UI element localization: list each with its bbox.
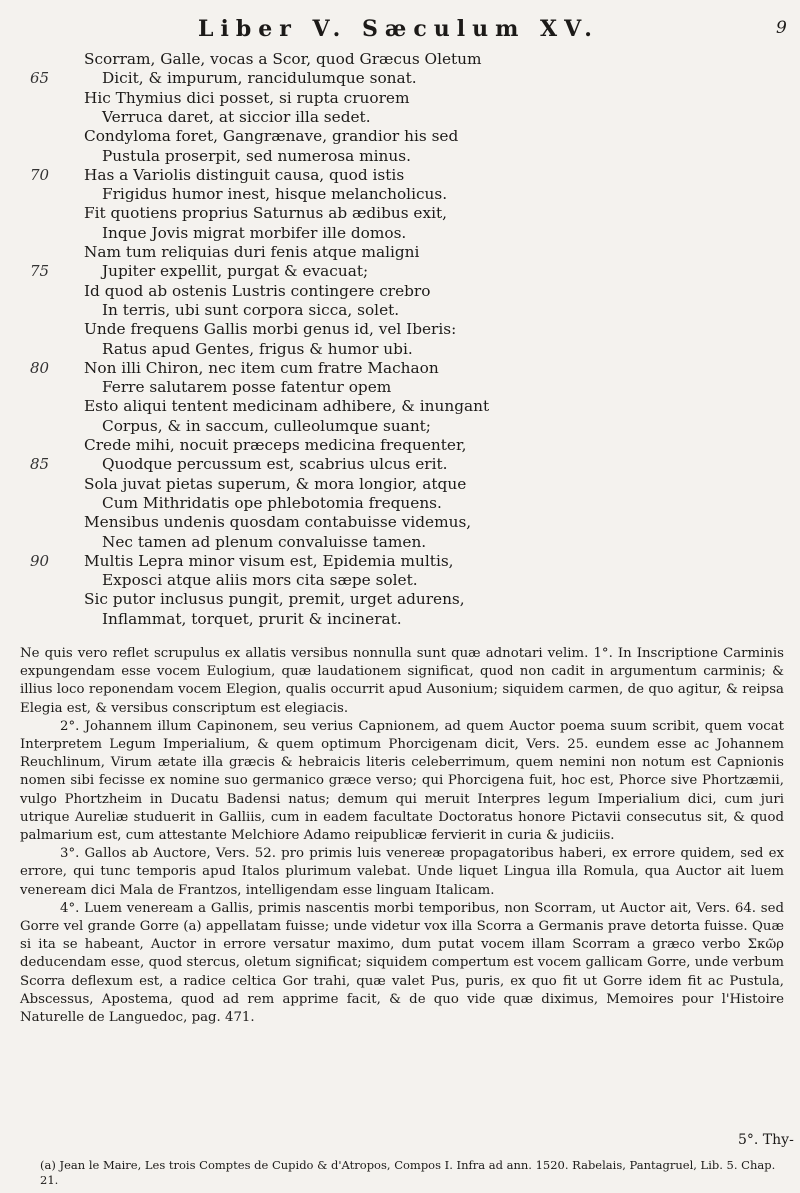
verse-line: Pustula proserpit, sed numerosa minus. <box>102 146 411 165</box>
verse-line: Scorram, Galle, vocas a Scor, quod Græcus Oletum <box>84 50 482 68</box>
verse-line: Verruca daret, at siccior illa sedet. <box>102 107 371 126</box>
verse-line: Exposci atque aliis mors cita sæpe solet. <box>102 571 418 590</box>
line-number: 65 <box>30 69 50 88</box>
verse-line: Multis Lepra minor visum est, Epidemia multis, <box>84 551 454 570</box>
verse-line: Nam tum reliquias duri fenis atque maligni <box>84 243 420 261</box>
verse-line: Unde frequens Gallis morbi genus id, vel Iberis: <box>84 320 457 339</box>
running-title: Liber V. Sæculum XV. <box>198 16 599 42</box>
page-number: 9 <box>776 18 787 38</box>
line-number: 80 <box>30 358 50 377</box>
verse-line: Jupiter expellit, purgat & evacuat; <box>102 262 369 281</box>
verse-line: Frigidus humor inest, hisque melancholicus. <box>102 185 448 204</box>
running-header <box>0 6 800 46</box>
line-number: 90 <box>30 551 50 570</box>
verse-line: Dicit, & impurum, rancidulumque sonat. <box>102 69 417 88</box>
verse-line: Non illi Chiron, nec item cum fratre Machaon <box>84 358 439 377</box>
verse-line: Inflammat, torquet, prurit & incinerat. <box>102 609 402 628</box>
commentary-paragraph: 3°. Gallos ab Auctore, Vers. 52. pro primis luis venereæ propagatoribus haberi, ex errore quidem, sed ex errore, qui tunc temporis apud Italos plurimum valebat. Unde liquet Lingua illa Romula, qua Auctor ait luem veneream dici Mala de Frantzos, intelligendam esse linguam Italicam. <box>20 846 784 898</box>
verse-line: In terris, ubi sunt corpora sicca, solet. <box>102 300 400 319</box>
verse-line: Quodque percussum est, scabrius ulcus erit. <box>102 455 448 474</box>
verse-line: Ferre salutarem posse fatentur opem <box>102 378 392 397</box>
commentary-block <box>20 645 784 1027</box>
verse-line: Corpus, & in saccum, culleolumque suant; <box>102 416 431 435</box>
commentary-paragraph: 4°. Luem veneream a Gallis, primis nascentis morbi temporibus, non Scorram, ut Auctor ait, Vers. 64. sed Gorre vel grande Gorre (a) appellatam fuisse; unde videtur vox illa Scorra a Germanis prave detorta fuisse. Quæ si ita se habeant, Auctor in errore versatur maximo, dum putat vocem illam Scorram a græco verbo Σκῶρ deducendam esse, quod stercus, oletum significat; siquidem compertum est vocem gallicam Gorre, unde verbum Scorra deflexum est, a radice celtica Gor trahi, quæ valet Pus, puris, ex quo fit ut Gorre idem fit ac Pustula, Abscessus, Apostema, quod ad rem apprime facit, & de quo vide quæ diximus, Memoires pour l'Histoire Naturelle de Languedoc, pag. 471. <box>20 900 784 1026</box>
verse-line: Nec tamen ad plenum convaluisse tamen. <box>102 532 427 551</box>
verse-line: Cum Mithridatis ope phlebotomia frequens. <box>102 493 442 512</box>
verse-line: Inque Jovis migrat morbifer ille domos. <box>102 223 407 242</box>
line-number: 85 <box>30 455 50 474</box>
verse-line: Esto aliqui tentent medicinam adhibere, & inungant <box>84 397 490 416</box>
commentary-paragraph: Ne quis vero reflet scrupulus ex allatis versibus nonnulla sunt quæ adnotari velim. 1°. In Inscriptione Carminis expungendam esse vocem Eulogium, quæ laudationem significat, quod non cadit in argumentum carminis; & illius loco reponendam vocem Elegion, qualis occurrit apud Ausonium; siquidem carmen, de quo agitur, & reipsa Elegia est, & versibus conscriptum est elegiacis. <box>20 646 784 716</box>
verse-line: Hic Thymius dici posset, si rupta cruorem <box>84 88 410 107</box>
verse-line: Id quod ab ostenis Lustris contingere crebro <box>84 281 431 300</box>
footnote: (a) Jean le Maire, Les trois Comptes de Cupido & d'Atropos, Compos I. Infra ad ann. 1520. Rabelais, Pantagruel, Lib. 5. Chap. 21. <box>40 1158 776 1187</box>
verse-line: Crede mihi, nocuit præceps medicina frequenter, <box>84 436 467 454</box>
catchword: 5°. Thy- <box>738 1132 794 1148</box>
verse-line: Fit quotiens proprius Saturnus ab ædibus exit, <box>84 204 448 223</box>
verse-line: Mensibus undenis quosdam contabuisse videmus, <box>84 513 472 532</box>
line-number: 70 <box>30 165 50 184</box>
verse-line: Sola juvat pietas superum, & mora longior, atque <box>84 474 467 493</box>
verse-line: Has a Variolis distinguit causa, quod istis <box>84 165 405 184</box>
commentary-paragraph: 2°. Johannem illum Capinonem, seu verius Capnionem, ad quem Auctor poema suum scribit, quem vocat Interpretem Legum Imperialium, & quem optimum Phorcigenam dicit, Vers. 25. eundem esse ac Johannem Reuchlinum, Virum ætate illa græcis & hebraicis literis celeberrimum, quem nemini non notum est Capnionis nomen sibi fecisse ex nomine suo germanico græce verso; qui Phorcigena fuit, hoc est, Phorce sive Phortzæmii, vulgo Phortzheim in Ducatu Badensi natus; demum qui meruit Interpres legum Imperialium dici, cum juri utrique Aureliæ studuerit in Galliis, cum in eadem facultate Doctoratus honore Pictavii consecutus sit, & quod palmarium est, cum attestante Melchiore Adamo reipublicæ fervierit in curia & judiciis. <box>20 718 784 844</box>
verse-line: Ratus apud Gentes, frigus & humor ubi. <box>102 339 413 358</box>
verse-line: Condyloma foret, Gangrænave, grandior his sed <box>84 127 459 146</box>
line-number: 75 <box>30 262 50 281</box>
verse-line: Sic putor inclusus pungit, premit, urget adurens, <box>84 590 465 609</box>
